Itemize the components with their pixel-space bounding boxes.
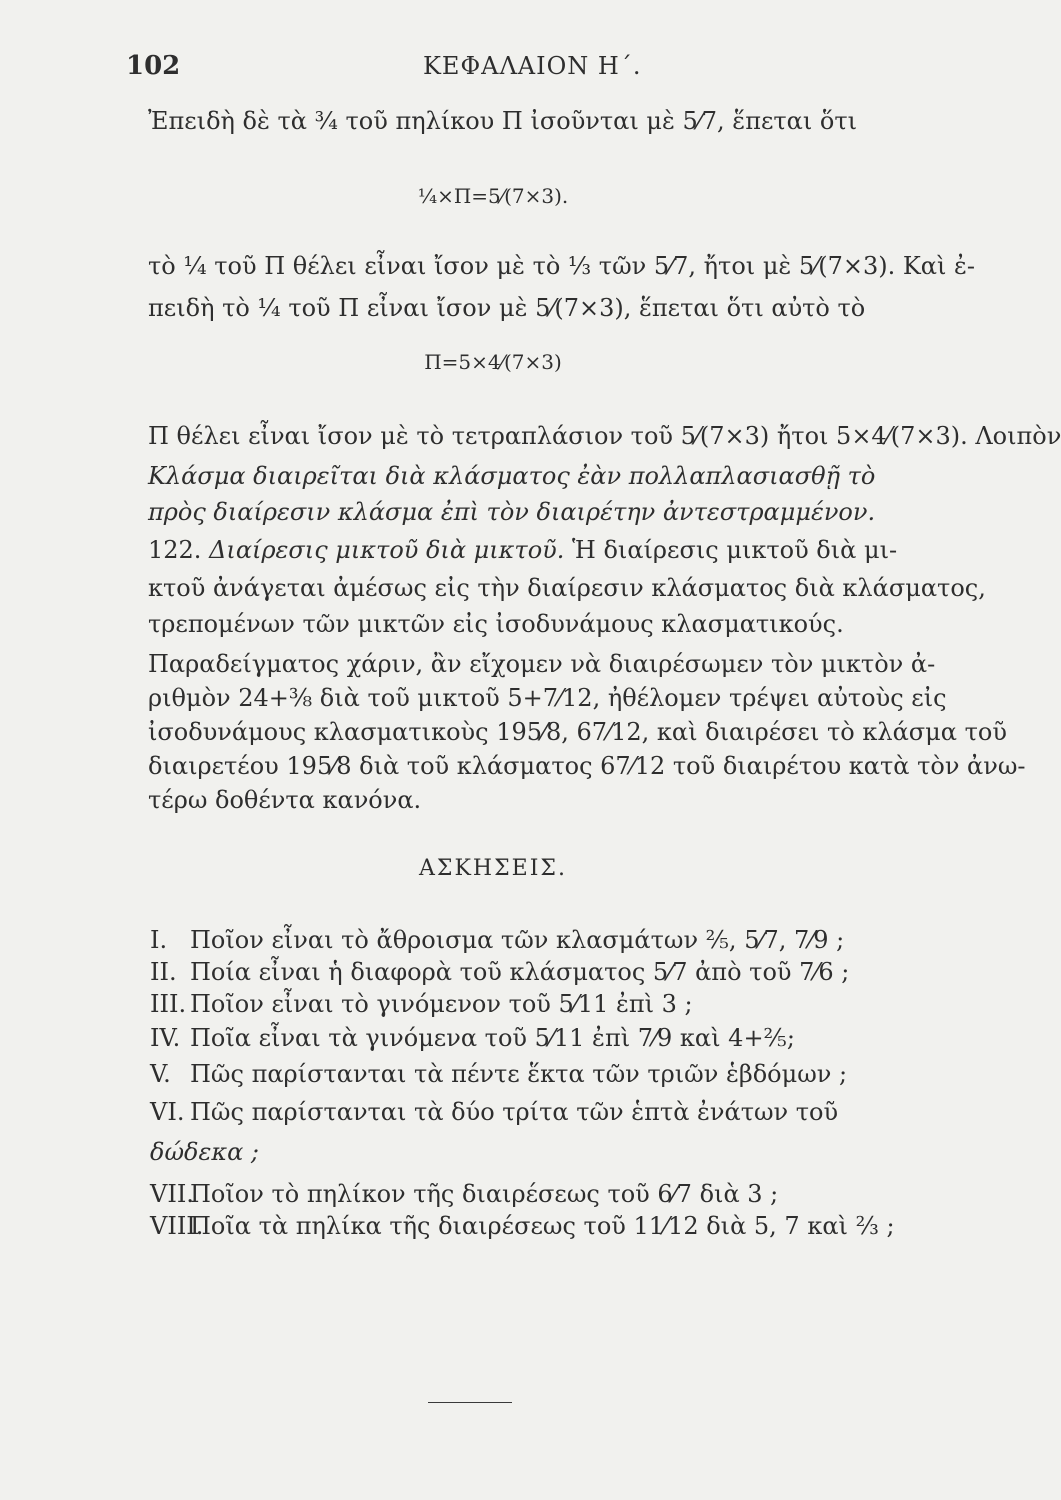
exercise-number: IV. xyxy=(150,1024,181,1052)
text-line: πειδὴ τὸ ¼ τοῦ Π εἶναι ἴσον μὲ 5⁄(7×3), ἕπεται ὅτι αὐτὸ τὸ xyxy=(148,294,866,322)
exercise-number: I. xyxy=(150,926,168,954)
divider xyxy=(428,1402,512,1403)
exercise-text: Ποῖον τὸ πηλίκον τῆς διαιρέσεως τοῦ 6⁄7 διὰ 3 ; xyxy=(190,1180,779,1208)
exercise-text: Ποία εἶναι ἡ διαφορὰ τοῦ κλάσματος 5⁄7 ἀπὸ τοῦ 7⁄6 ; xyxy=(190,958,850,986)
text-line: διαιρετέου 195⁄8 διὰ τοῦ κλάσματος 67⁄12 τοῦ διαιρέτου κατὰ τὸν ἀνω- xyxy=(148,752,1026,780)
exercise-item xyxy=(150,1022,840,1054)
exercise-text: Πῶς παρίστανται τὰ δύο τρίτα τῶν ἑπτὰ ἐνάτων τοῦ xyxy=(190,1098,839,1126)
text-line: ἰσοδυνάμους κλασματικοὺς 195⁄8, 67⁄12, καὶ διαιρέσει τὸ κλάσμα τοῦ xyxy=(148,718,1007,746)
exercise-text: Πῶς παρίστανται τὰ πέντε ἕκτα τῶν τριῶν ἑβδόμων ; xyxy=(190,1060,848,1088)
exercise-item xyxy=(150,1096,840,1128)
exercise-number: V. xyxy=(150,1060,171,1088)
section-title: Διαίρεσις μικτοῦ διὰ μικτοῦ. xyxy=(209,536,565,564)
page-number: 102 xyxy=(126,51,181,81)
exercise-number: VI. xyxy=(150,1098,185,1126)
exercise-text: δώδεκα ; xyxy=(150,1138,260,1166)
text-line: τὸ ¼ τοῦ Π θέλει εἶναι ἴσον μὲ τὸ ⅓ τῶν 5⁄7, ἤτοι μὲ 5⁄(7×3). Καὶ ἐ- xyxy=(148,252,976,280)
text-line: τρεπομένων τῶν μικτῶν εἰς ἰσοδυνάμους κλασματικούς. xyxy=(148,610,844,638)
section-number: 122. xyxy=(148,536,202,564)
formula: Π=5×4⁄(7×3) xyxy=(424,350,562,374)
exercise-text: Ποῖον εἶναι τὸ ἄθροισμα τῶν κλασμάτων ⅖, 5⁄7, 7⁄9 ; xyxy=(190,926,845,954)
exercise-item xyxy=(150,1178,840,1210)
section-heading xyxy=(148,534,898,566)
exercise-text: Ποῖον εἶναι τὸ γινόμενον τοῦ 5⁄11 ἐπὶ 3 ; xyxy=(190,990,693,1018)
exercise-item xyxy=(150,1058,848,1090)
text-line: κτοῦ ἀνάγεται ἀμέσως εἰς τὴν διαίρεσιν κλάσματος διὰ κλάσματος, xyxy=(148,574,986,602)
text-line: Ἡ διαίρεσις μικτοῦ διὰ μι- xyxy=(572,536,898,564)
chapter-title: ΚΕΦΑΛΑΙΟΝ Η΄. xyxy=(423,52,642,80)
exercises-title: ΑΣΚΗΣΕΙΣ. xyxy=(419,856,567,881)
exercise-text: Ποῖα τὰ πηλίκα τῆς διαιρέσεως τοῦ 11⁄12 διὰ 5, 7 καὶ ⅔ ; xyxy=(190,1212,895,1240)
exercise-number: III. xyxy=(150,990,187,1018)
text-line: πρὸς διαίρεσιν κλάσμα ἐπὶ τὸν διαιρέτην ἀντεστραμμένον. xyxy=(148,498,876,526)
exercise-item xyxy=(150,1136,840,1168)
text-line: Π θέλει εἶναι ἴσον μὲ τὸ τετραπλάσιον τοῦ 5⁄(7×3) ἤτοι 5×4⁄(7×3). Λοιπὸν xyxy=(148,422,1061,450)
exercise-item xyxy=(150,956,850,988)
exercise-text: Ποῖα εἶναι τὰ γινόμενα τοῦ 5⁄11 ἐπὶ 7⁄9 καὶ 4+⅖; xyxy=(190,1024,795,1052)
text-line: ριθμὸν 24+⅜ διὰ τοῦ μικτοῦ 5+7⁄12, ἠθέλομεν τρέψει αὐτοὺς εἰς xyxy=(148,684,947,712)
text-line: Ἐπειδὴ δὲ τὰ ¾ τοῦ πηλίκου Π ἰσοῦνται μὲ 5⁄7, ἕπεται ὅτι xyxy=(148,107,858,135)
exercise-item xyxy=(150,924,845,956)
exercise-item xyxy=(150,988,840,1020)
exercise-number: VIII. xyxy=(150,1212,204,1240)
text-line: τέρω δοθέντα κανόνα. xyxy=(148,786,422,814)
text-line: Κλάσμα διαιρεῖται διὰ κλάσματος ἐὰν πολλαπλασιασθῇ τὸ xyxy=(148,462,876,490)
exercise-number: II. xyxy=(150,958,177,986)
text-line: Παραδείγματος χάριν, ἂν εἴχομεν νὰ διαιρέσωμεν τὸν μικτὸν ἀ- xyxy=(148,650,936,678)
formula: ¼×Π=5⁄(7×3). xyxy=(417,184,569,208)
exercise-item xyxy=(150,1210,895,1242)
exercise-number: VII. xyxy=(150,1180,194,1208)
